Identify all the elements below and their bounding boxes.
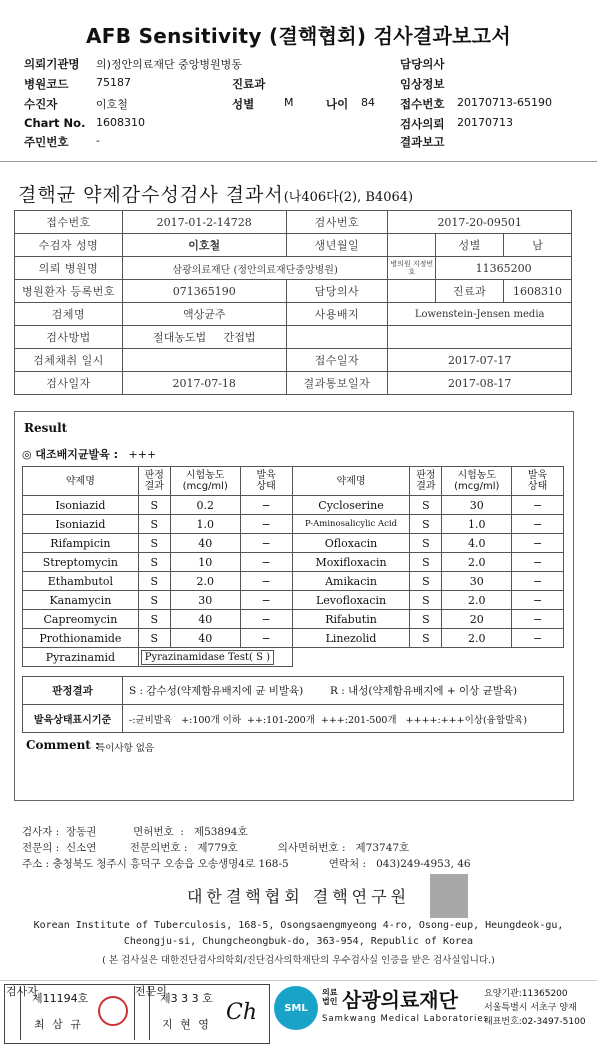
- test-no-value: 2017-20-09501: [388, 211, 572, 234]
- inspector-stamp-icon: [98, 996, 128, 1026]
- requesting-org-label: 의뢰기관명: [24, 57, 80, 71]
- org-name: 삼광의료재단: [342, 988, 458, 1012]
- sex-value: 남: [504, 234, 572, 257]
- dept-label: 진료과: [436, 280, 504, 303]
- test-date-label: 검사일자: [15, 372, 123, 395]
- dept-label: 진료과: [232, 77, 266, 91]
- collector-label: 수진자: [24, 97, 58, 111]
- comment-label: Comment :: [26, 738, 100, 752]
- org-code: 요양기관:11365200: [484, 989, 568, 999]
- table-row: [15, 280, 572, 303]
- org-name-en: Samkwang Medical Laboratories: [322, 1014, 490, 1024]
- sex-value: M: [284, 96, 294, 109]
- collect-date-label: 검체채취 일시: [15, 349, 123, 372]
- result-report-label: 결과보고: [400, 135, 445, 149]
- test-request-value: 20170713: [457, 116, 513, 129]
- patient-name-value: 이호철: [122, 234, 286, 257]
- legend-table: [22, 676, 564, 733]
- table-row: [23, 610, 564, 629]
- test-date-value: 2017-07-18: [122, 372, 286, 395]
- drug-conc-cell: 40: [170, 534, 240, 553]
- age-label: 나이: [326, 97, 349, 111]
- document-title-main: 결핵균 약제감수성검사 결과서: [18, 184, 284, 206]
- resident-no-label: 주민번호: [24, 135, 69, 149]
- receive-date-value: 2017-07-17: [388, 349, 572, 372]
- receipt-no-value: 20170713-65190: [457, 96, 552, 109]
- drug-name-cell: Ofloxacin: [292, 534, 410, 553]
- comment-text: 특이사항 없음: [96, 743, 155, 754]
- drug-conc-cell: 2.0: [442, 553, 512, 572]
- table-row: [23, 629, 564, 648]
- table-row: [23, 534, 564, 553]
- inspector-name: 최 삼 규: [34, 1018, 83, 1031]
- drug-conc-cell: 2.0: [442, 591, 512, 610]
- institute-address-en-1: Korean Institute of Tuberculosis, 168-5, Osongsaengmyeong 4-ro, Osong-eup, Heungdeok-gu,: [33, 920, 564, 931]
- resident-no-value: -: [96, 134, 100, 147]
- blank-cell: [388, 326, 572, 349]
- table-row: [23, 515, 564, 534]
- drug-conc-cell: 20: [442, 610, 512, 629]
- report-date-label: 결과통보일자: [286, 372, 388, 395]
- drug-judge-cell: S: [138, 553, 170, 572]
- pyrazinamide-test: Pyrazinamidase Test( S ): [141, 650, 274, 665]
- blank-cell: [292, 648, 563, 667]
- drug-judge-cell: S: [138, 629, 170, 648]
- control-growth-value: +++: [128, 448, 157, 461]
- table-row: [15, 372, 572, 395]
- drug-name-cell: Ethambutol: [23, 572, 139, 591]
- drug-growth-cell: −: [240, 629, 292, 648]
- table-row: [15, 326, 572, 349]
- test-request-label: 검사의뢰: [400, 117, 445, 131]
- drug-conc-cell: 1.0: [170, 515, 240, 534]
- drug-judge-cell: S: [410, 629, 442, 648]
- drug-judge-cell: S: [138, 610, 170, 629]
- drug-judge-cell: S: [410, 610, 442, 629]
- drug-name-cell: Cycloserine: [292, 496, 410, 515]
- hospital-reg-label: 병의원 지정번호: [388, 257, 436, 280]
- certification-note: ( 본 검사실은 대한진단검사의학회/진단검사의학재단의 우수검사실 인증을 받은 검사실입니다.): [102, 955, 495, 966]
- method-value: [122, 326, 286, 349]
- drug-growth-cell: −: [512, 591, 564, 610]
- legend-judge-s: S : 감수성(약제함유배지에 균 비발육): [129, 685, 304, 697]
- document-title-sub: (나406다(2), B4064): [283, 190, 414, 205]
- clinical-info-label: 임상정보: [400, 77, 445, 91]
- drug-judge-cell: S: [410, 515, 442, 534]
- col-header-growth: 발육 상태: [240, 467, 292, 496]
- legend-growth-text: -:균비발육 +:100개 이하 ++:101-200개 +++:201-500개 ++++:+++이상(융합발육): [123, 705, 564, 733]
- drug-name-cell: Isoniazid: [23, 496, 139, 515]
- drug-name-cell: Linezolid: [292, 629, 410, 648]
- drug-name-cell: Streptomycin: [23, 553, 139, 572]
- age-value: 84: [361, 96, 375, 109]
- document-title: [18, 180, 413, 207]
- institute-seal-icon: [430, 874, 468, 918]
- drug-growth-cell: −: [240, 553, 292, 572]
- drug-growth-cell: −: [512, 629, 564, 648]
- legend-judge-r: R : 내성(약제함유배지에 + 이상 균발육): [329, 685, 518, 697]
- drug-judge-cell: S: [410, 534, 442, 553]
- col-header-conc: 시험농도 (mcg/ml): [170, 467, 240, 496]
- drug-conc-cell: 30: [170, 591, 240, 610]
- pyrazinamide-value: [138, 648, 292, 667]
- drug-conc-cell: 4.0: [442, 534, 512, 553]
- drug-name-cell: Levofloxacin: [292, 591, 410, 610]
- drug-growth-cell: −: [240, 515, 292, 534]
- requesting-org-value: 의)정안의료재단 중앙병원병동: [96, 58, 242, 71]
- drug-judge-cell: S: [138, 572, 170, 591]
- drug-judge-cell: S: [138, 591, 170, 610]
- birth-value: [388, 234, 436, 257]
- drug-growth-cell: −: [240, 591, 292, 610]
- org-prefix: 의료 법인: [322, 988, 338, 1006]
- sex-label: 성별: [436, 234, 504, 257]
- drug-conc-cell: 10: [170, 553, 240, 572]
- drug-judge-cell: S: [410, 496, 442, 515]
- drug-conc-cell: 2.0: [170, 572, 240, 591]
- table-row: [15, 349, 572, 372]
- patient-info-table: [14, 210, 572, 395]
- drug-name-cell: Rifampicin: [23, 534, 139, 553]
- method-indirect: 간접법: [223, 331, 256, 344]
- table-row: [23, 705, 564, 733]
- hospital-value: 삼광의료재단 (정안의료재단중앙병원): [122, 257, 387, 280]
- hospital-label: 의뢰 병원명: [15, 257, 123, 280]
- drug-name-cell: Prothionamide: [23, 629, 139, 648]
- drug-judge-cell: S: [138, 496, 170, 515]
- report-date-value: 2017-08-17: [388, 372, 572, 395]
- sex-label: 성별: [232, 97, 255, 111]
- table-row: [23, 572, 564, 591]
- footer-specialist-line: 전문의 : 신소연 전문의번호 : 제779호 의사면허번호 : 제73747호: [22, 842, 410, 854]
- table-row: [23, 553, 564, 572]
- hospital-code-value: 75187: [96, 76, 131, 89]
- footer-address-line: 주소 : 충청북도 청주시 흥덕구 오송읍 오송생명4로 168-5 연락처 : 043)249-4953, 46: [22, 858, 471, 870]
- col-header-judge: 판정 결과: [410, 467, 442, 496]
- drug-growth-cell: −: [240, 534, 292, 553]
- org-address: 서울특별시 서초구 양재: [484, 1003, 577, 1013]
- patient-reg-value: 071365190: [122, 280, 286, 303]
- receive-date-label: 접수일자: [286, 349, 388, 372]
- sml-logo-icon: SML: [274, 986, 318, 1030]
- collect-date-value: [122, 349, 286, 372]
- specialist-vertical-label: 전문의: [134, 986, 150, 1040]
- drug-name-cell: Kanamycin: [23, 591, 139, 610]
- table-row: [23, 591, 564, 610]
- drug-name-cell: Moxifloxacin: [292, 553, 410, 572]
- inspector-license: 제11194호: [32, 992, 89, 1005]
- hospital-reg-value: 11365200: [436, 257, 572, 280]
- institute-address-en-2: Cheongju-si, Chungcheongbuk-do, 363-954, Republic of Korea: [123, 936, 474, 947]
- drug-growth-cell: −: [512, 515, 564, 534]
- control-growth: [22, 446, 156, 462]
- drug-growth-cell: −: [240, 610, 292, 629]
- drug-growth-cell: −: [512, 610, 564, 629]
- chart-no-label: Chart No.: [24, 116, 86, 130]
- drug-growth-cell: −: [240, 572, 292, 591]
- medium-label: 사용배지: [286, 303, 388, 326]
- drug-conc-cell: 40: [170, 629, 240, 648]
- table-row: [23, 677, 564, 705]
- drug-judge-cell: S: [138, 534, 170, 553]
- institute-name: 대한결핵협회 결핵연구원: [186, 887, 411, 906]
- receipt-no-label: 접수번호: [15, 211, 123, 234]
- drug-growth-cell: −: [512, 496, 564, 515]
- drug-name-cell: Isoniazid: [23, 515, 139, 534]
- doctor-value: [388, 280, 436, 303]
- col-header-drug: 약제명: [23, 467, 139, 496]
- blank-cell: [286, 326, 388, 349]
- drug-conc-cell: 40: [170, 610, 240, 629]
- report-title: AFB Sensitivity (결핵협회) 검사결과보고서: [86, 24, 511, 48]
- drug-judge-cell: S: [410, 591, 442, 610]
- drug-judge-cell: S: [138, 515, 170, 534]
- specialist-license: 제3 3 3 호: [160, 992, 213, 1005]
- legend-judge-text: [123, 677, 564, 705]
- specialist-signature: Ch: [226, 1000, 258, 1025]
- receipt-no-value: 2017-01-2-14728: [122, 211, 286, 234]
- result-heading: Result: [24, 421, 68, 435]
- drug-conc-cell: 1.0: [442, 515, 512, 534]
- drug-name-cell: Capreomycin: [23, 610, 139, 629]
- birth-label: 생년월일: [286, 234, 388, 257]
- table-row: [23, 648, 564, 667]
- dept-value: 1608310: [504, 280, 572, 303]
- method-label: 검사방법: [15, 326, 123, 349]
- bottom-divider: [0, 980, 597, 981]
- org-phone: 대표번호:02-3497-5100: [484, 1017, 586, 1027]
- drug-name-cell: Amikacin: [292, 572, 410, 591]
- col-header-drug: 약제명: [292, 467, 410, 496]
- drug-judge-cell: S: [410, 572, 442, 591]
- hospital-code-label: 병원코드: [24, 77, 69, 91]
- table-row: [15, 234, 572, 257]
- collector-value: 이호철: [96, 98, 128, 111]
- drug-growth-cell: −: [512, 572, 564, 591]
- drug-growth-cell: −: [512, 553, 564, 572]
- table-row: [23, 496, 564, 515]
- drug-conc-cell: 30: [442, 496, 512, 515]
- table-row: [15, 257, 572, 280]
- drug-growth-cell: −: [512, 534, 564, 553]
- chart-no-value: 1608310: [96, 116, 145, 129]
- specimen-value: 액상균주: [122, 303, 286, 326]
- specialist-name: 지 현 영: [162, 1018, 211, 1031]
- table-header-row: [23, 467, 564, 496]
- col-header-growth: 발육 상태: [512, 467, 564, 496]
- test-no-label: 검사번호: [286, 211, 388, 234]
- control-growth-label: ◎ 대조배지균발육 :: [22, 448, 119, 461]
- doctor-label: 담당의사: [286, 280, 388, 303]
- drug-growth-cell: −: [240, 496, 292, 515]
- header-divider: [0, 161, 597, 162]
- drug-judge-cell: S: [410, 553, 442, 572]
- col-header-conc: 시험농도 (mcg/ml): [442, 467, 512, 496]
- receipt-no-label: 접수번호: [400, 97, 445, 111]
- legend-growth-label: 발육상태표시기준: [23, 705, 123, 733]
- patient-reg-label: 병원환자 등록번호: [15, 280, 123, 303]
- legend-judge-label: 판정결과: [23, 677, 123, 705]
- drug-sensitivity-table: [22, 466, 564, 667]
- medium-value: Lowenstein-Jensen media: [388, 303, 572, 326]
- patient-name-label: 수검자 성명: [15, 234, 123, 257]
- inspector-vertical-label: 검사자: [6, 986, 21, 1040]
- drug-name-cell: P-Aminosalicylic Acid: [292, 515, 410, 534]
- col-header-judge: 판정 결과: [138, 467, 170, 496]
- doctor-label: 담당의사: [400, 57, 445, 71]
- drug-conc-cell: 30: [442, 572, 512, 591]
- drug-conc-cell: 0.2: [170, 496, 240, 515]
- table-row: [15, 211, 572, 234]
- specimen-label: 검체명: [15, 303, 123, 326]
- table-row: [15, 303, 572, 326]
- drug-conc-cell: 2.0: [442, 629, 512, 648]
- footer-inspector-line: 검사자 : 장동권 면허번호 : 제53894호: [22, 826, 248, 838]
- method-absolute: 절대농도법: [152, 331, 207, 344]
- drug-name-cell: Rifabutin: [292, 610, 410, 629]
- pyrazinamide-name: Pyrazinamid: [23, 648, 139, 667]
